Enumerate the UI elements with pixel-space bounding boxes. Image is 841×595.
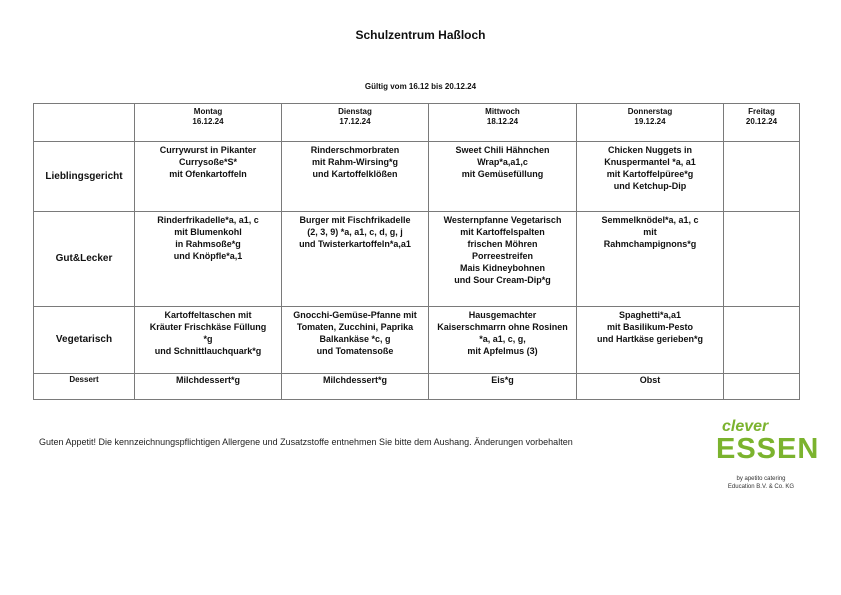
menu-cell: Kartoffeltaschen mit Kräuter Frischkäse Füllung *g und Schnittlauchquark*g: [135, 307, 282, 374]
row-label-lieblingsgericht: Lieblingsgericht: [34, 142, 135, 212]
dessert-cell: Milchdessert*g: [282, 374, 429, 400]
menu-cell: Westernpfanne Vegetarisch mit Kartoffelspalten frischen Möhren Porreestreifen Mais Kidneybohnen und Sour Cream-Dip*g: [429, 212, 577, 307]
header-row: [34, 104, 800, 142]
menu-cell: [724, 307, 800, 374]
dessert-row: [34, 374, 800, 400]
row-label-vegetarisch: Vegetarisch: [34, 307, 135, 374]
day-header-tuesday: Dienstag 17.12.24: [282, 104, 429, 142]
validity-period: Gültig vom 16.12 bis 20.12.24: [364, 82, 477, 91]
day-header-friday: Freitag 20.12.24: [724, 104, 800, 142]
day-header-monday: Montag 16.12.24: [135, 104, 282, 142]
dessert-cell: [724, 374, 800, 400]
table-row: [34, 307, 800, 374]
dessert-cell: Milchdessert*g: [135, 374, 282, 400]
day-header-wednesday: Mittwoch 18.12.24: [429, 104, 577, 142]
clever-essen-logo: [716, 418, 820, 498]
menu-cell: Currywurst in Pikanter Currysoße*S* mit Ofenkartoffeln: [135, 142, 282, 212]
menu-cell: Rinderschmorbraten mit Rahm-Wirsing*g und Kartoffelklößen: [282, 142, 429, 212]
header-empty-cell: [34, 104, 135, 142]
row-label-dessert: Dessert: [34, 374, 135, 400]
menu-cell: [724, 212, 800, 307]
row-label-gut-lecker: Gut&Lecker: [34, 212, 135, 307]
menu-cell: [724, 142, 800, 212]
menu-cell: Rinderfrikadelle*a, a1, c mit Blumenkohl in Rahmsoße*g und Knöpfle*a,1: [135, 212, 282, 307]
menu-cell: Semmelknödel*a, a1, c mit Rahmchampignons*g: [577, 212, 724, 307]
menu-cell: Gnocchi-Gemüse-Pfanne mit Tomaten, Zucchini, Paprika Balkankäse *c, g und Tomatensoße: [282, 307, 429, 374]
page-title: Schulzentrum Haßloch: [355, 28, 486, 42]
dessert-cell: Eis*g: [429, 374, 577, 400]
dessert-cell: Obst: [577, 374, 724, 400]
day-header-thursday: Donnerstag 19.12.24: [577, 104, 724, 142]
logo-subtitle: by apetito catering Education B.V. & Co. KG: [727, 476, 795, 490]
menu-cell: Chicken Nuggets in Knuspermantel *a, a1 mit Kartoffelpüree*g und Ketchup-Dip: [577, 142, 724, 212]
table-row: [34, 212, 800, 307]
footer-note: Guten Appetit! Die kennzeichnungspflichtigen Allergene und Zusatzstoffe entnehmen Sie bitte dem Aushang. Änderungen vorbehalten: [39, 437, 573, 447]
logo-wordmark-clever: clever: [722, 418, 769, 435]
table-row: [34, 142, 800, 212]
menu-cell: Hausgemachter Kaiserschmarrn ohne Rosinen *a, a1, c, g, mit Apfelmus (3): [429, 307, 577, 374]
menu-cell: Spaghetti*a,a1 mit Basilikum-Pesto und Hartkäse gerieben*g: [577, 307, 724, 374]
menu-cell: Burger mit Fischfrikadelle (2, 3, 9) *a, a1, c, d, g, j und Twisterkartoffeln*a,a1: [282, 212, 429, 307]
menu-table: [33, 103, 800, 400]
logo-wordmark-essen: ESSEN: [716, 433, 820, 465]
menu-cell: Sweet Chili Hähnchen Wrap*a,a1,c mit Gemüsefüllung: [429, 142, 577, 212]
